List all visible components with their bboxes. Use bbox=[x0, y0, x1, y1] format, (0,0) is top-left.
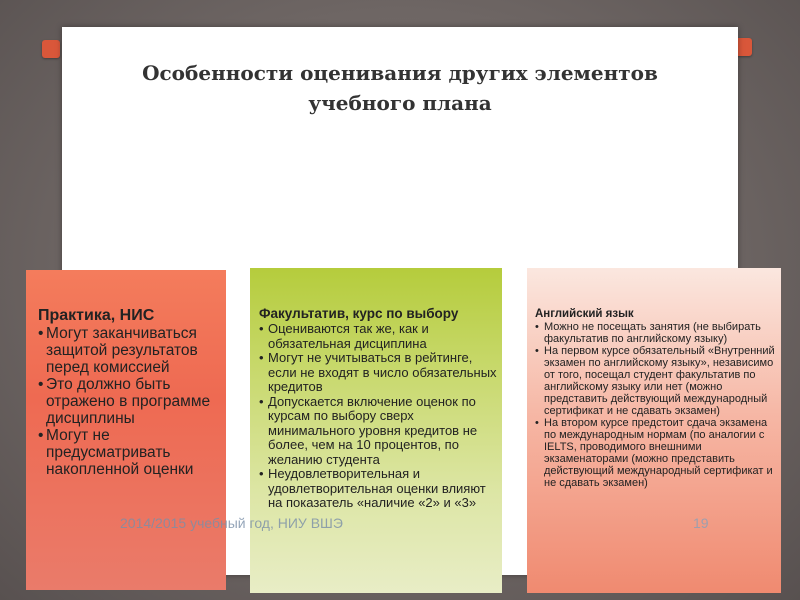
panel-elective bbox=[250, 268, 502, 593]
panel-english-list bbox=[535, 321, 775, 489]
list-item: • Могут заканчиваться защитой результатов перед комиссией bbox=[38, 325, 224, 376]
title-line-2: учебного плана bbox=[308, 91, 492, 115]
page-title bbox=[62, 58, 738, 118]
list-item: • Могут не учитываться в рейтинге, если не входят в число обязательных кредитов bbox=[259, 351, 497, 395]
list-item: • Допускается включение оценок по курсам по выбору сверх минимального уровня кредитов не более, чем на 10 процентов, по желанию студента bbox=[259, 395, 497, 468]
list-item: • Могут не предусматривать накопленной оценки bbox=[38, 427, 224, 478]
panel-english-heading: Английский язык bbox=[535, 308, 634, 320]
list-item: • Оцениваются так же, как и обязательная дисциплина bbox=[259, 322, 497, 351]
panel-elective-list bbox=[259, 322, 497, 511]
list-item: • Это должно быть отражено в программе дисциплины bbox=[38, 376, 224, 427]
panel-english-content bbox=[535, 308, 775, 489]
panel-practice-heading: Практика, НИС bbox=[38, 307, 155, 324]
panel-practice bbox=[26, 270, 226, 590]
panel-elective-content bbox=[259, 306, 497, 511]
slide-footer: 2014/2015 учебный год, НИУ ВШЭ bbox=[120, 515, 343, 531]
list-item: • Можно не посещать занятия (не выбирать факультатив по английскому языку) bbox=[535, 321, 775, 345]
list-item: • Неудовлетворительная и удовлетворительная оценки влияют на показатель «наличие «2» и «3» bbox=[259, 467, 497, 511]
corner-pin-top-left bbox=[42, 40, 60, 58]
panel-english bbox=[527, 268, 781, 593]
page-number: 19 bbox=[693, 515, 709, 531]
list-item: • На первом курсе обязательный «Внутренний экзамен по английскому языку», независимо от того, посещал студент факультатив по английскому языку или нет (можно представить действующий международный сертификат и не сдавать экзамен) bbox=[535, 345, 775, 417]
panel-practice-list bbox=[38, 325, 224, 478]
title-line-1: Особенности оценивания других элементов bbox=[142, 61, 658, 85]
panel-elective-heading: Факультатив, курс по выбору bbox=[259, 306, 459, 321]
list-item: • На втором курсе предстоит сдача экзамена по международным нормам (по аналогии с IELTS, проводимого внешними экзаменаторами (можно представить действующий международный сертификат и не сдавать экзамен) bbox=[535, 417, 775, 489]
panel-practice-content bbox=[38, 306, 224, 478]
